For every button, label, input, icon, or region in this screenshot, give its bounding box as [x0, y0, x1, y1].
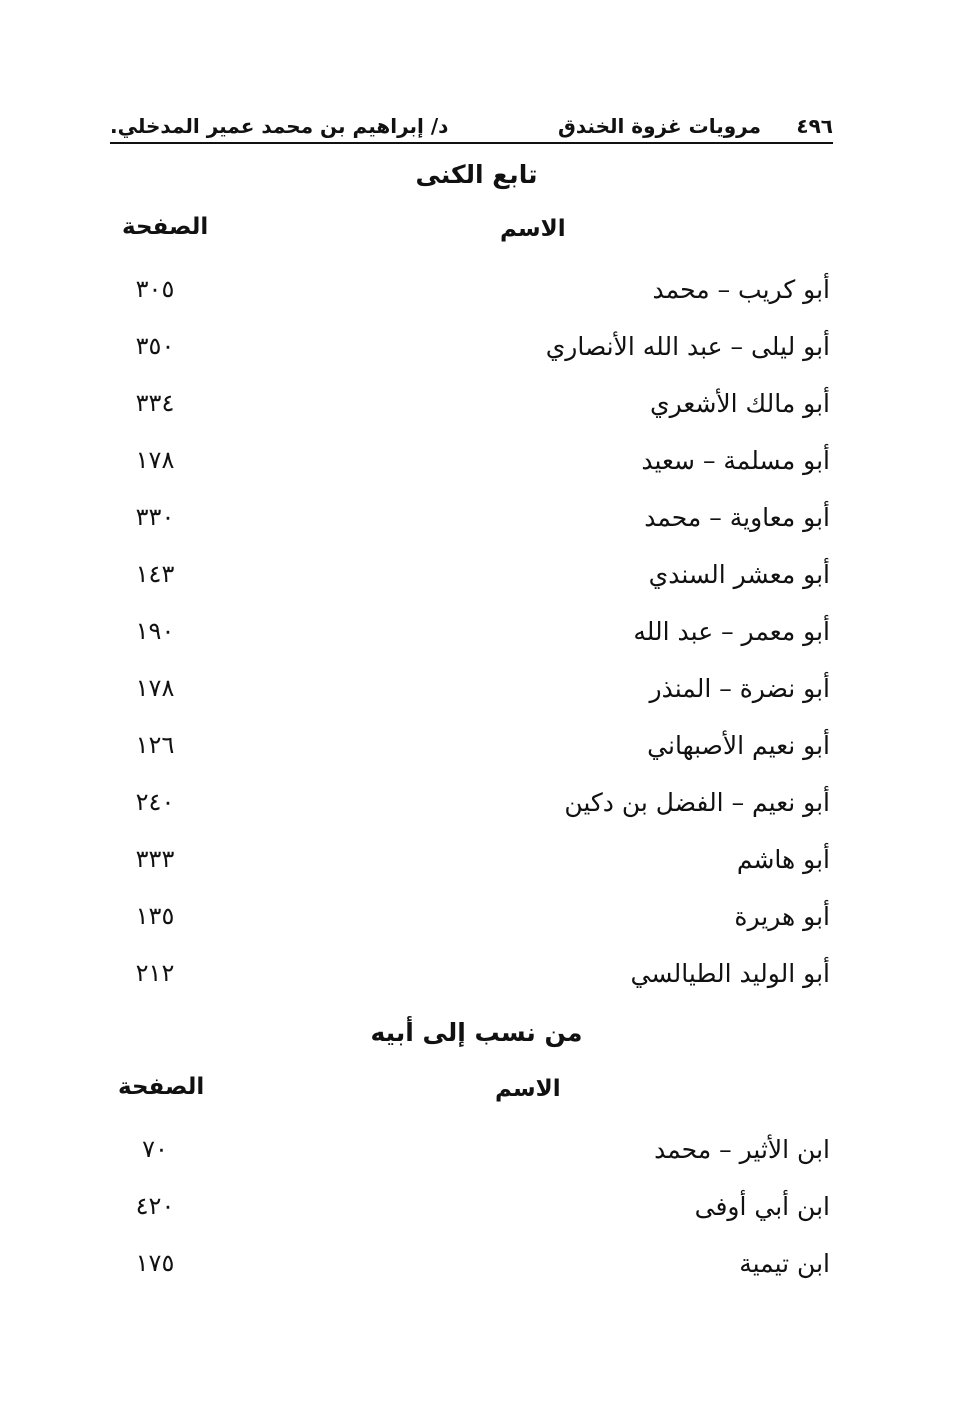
entry-name: أبو ليلى – عبد الله الأنصاري — [545, 332, 830, 361]
entry-page: ٢٤٠ — [135, 788, 175, 816]
entry-page: ٧٠ — [142, 1135, 168, 1163]
index-entry — [120, 275, 830, 319]
entry-name: أبو مسلمة – سعيد — [641, 446, 830, 475]
entry-name: أبو مالك الأشعري — [650, 389, 830, 418]
entry-page: ٣٣٤ — [135, 389, 175, 417]
entry-name: أبو هاشم — [736, 845, 830, 874]
index-entry — [120, 1192, 830, 1236]
entry-page: ٣٣٣ — [135, 845, 175, 873]
index-entry — [120, 617, 830, 661]
entry-page: ٣٥٠ — [135, 332, 175, 360]
entry-name: أبو نعيم الأصبهاني — [647, 731, 830, 760]
index-entry — [120, 1249, 830, 1293]
index-entry — [120, 902, 830, 946]
entry-name: أبو نعيم – الفضل بن دكين — [564, 788, 830, 817]
section-title-patronymic: من نسب إلى أبيه — [370, 1018, 583, 1047]
index-entry — [120, 959, 830, 1003]
index-entry — [120, 731, 830, 775]
index-entry — [120, 845, 830, 889]
entry-name: ابن أبي أوفى — [694, 1192, 830, 1221]
entry-name: أبو هريرة — [734, 902, 830, 931]
entry-page: ١٣٥ — [135, 902, 175, 930]
index-entry — [120, 332, 830, 376]
entry-page: ١٧٨ — [135, 446, 175, 474]
entry-page: ١٤٣ — [135, 560, 175, 588]
section-title-kunya: تابع الكنى — [415, 160, 538, 189]
index-entry — [120, 503, 830, 547]
entry-name: ابن تيمية — [739, 1249, 830, 1278]
entry-page: ٣٣٠ — [135, 503, 175, 531]
entry-page: ١٧٥ — [135, 1249, 175, 1277]
index-entry — [120, 446, 830, 490]
entry-page: ٣٠٥ — [135, 275, 175, 303]
book-title: مرويات غزوة الخندق — [557, 114, 761, 138]
author-name: د/ إبراهيم بن محمد عمير المدخلي. — [110, 114, 449, 138]
entry-name: أبو نضرة – المنذر — [649, 674, 830, 703]
column-header-page: الصفحة — [118, 1074, 205, 1100]
entry-page: ١٩٠ — [135, 617, 175, 645]
entry-name: أبو كريب – محمد — [652, 275, 830, 304]
running-header — [110, 112, 833, 142]
column-header-name: الاسم — [495, 1076, 561, 1102]
entry-page: ٢١٢ — [135, 959, 175, 987]
entry-page: ١٢٦ — [135, 731, 175, 759]
entry-page: ٤٢٠ — [135, 1192, 175, 1220]
column-header-page: الصفحة — [122, 214, 209, 240]
entry-name: ابن الأثير – محمد — [654, 1135, 830, 1164]
index-entry — [120, 788, 830, 832]
entry-page: ١٧٨ — [135, 674, 175, 702]
entry-name: أبو معشر السندي — [648, 560, 830, 589]
index-entry — [120, 560, 830, 604]
entry-name: أبو معاوية – محمد — [644, 503, 830, 532]
entry-name: أبو معمر – عبد الله — [633, 617, 830, 646]
index-entry — [120, 1135, 830, 1179]
column-header-name: الاسم — [500, 216, 566, 242]
index-entry — [120, 674, 830, 718]
page-number: ٤٩٦ — [796, 114, 833, 138]
header-rule — [110, 142, 833, 144]
index-entry — [120, 389, 830, 433]
entry-name: أبو الوليد الطيالسي — [630, 959, 830, 988]
